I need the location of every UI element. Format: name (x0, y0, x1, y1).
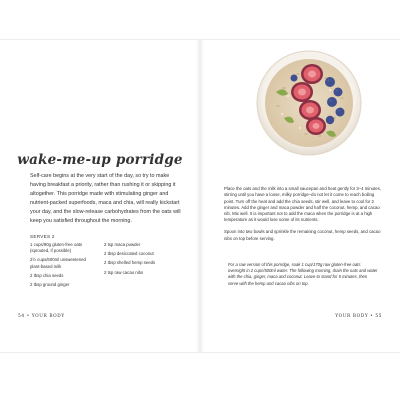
ingredients-list-left (30, 242, 88, 291)
ingredient-item: 2 tsp maca powder (104, 242, 141, 247)
right-page (200, 40, 400, 352)
ingredient-item: 2 tbsp chia seeds (30, 272, 64, 278)
recipe-method (224, 186, 382, 247)
ingredient-item: 2½ cups/600ml unsweetened plant-based milk (30, 257, 86, 269)
porridge-bowl-icon (254, 48, 364, 158)
method-step: Spoon into two bowls and sprinkle the remaining coconut, hemp seeds, and cacao nibs on top before serving. (224, 229, 381, 241)
book-spread (0, 40, 400, 352)
page-folio-right: YOUR BODY • 55 (335, 314, 382, 319)
left-page (0, 40, 200, 352)
ingredient-item: 1 cups/90g gluten-free oats (sprouted, if possible) (30, 242, 83, 254)
recipe-tip: For a raw version of this porridge, soak 1 cup/170g raw gluten-free oats overnight in 2 cups/500ml water. The following morning, drain the oats and water with the chia, ginger, maca and coconut. Leave to stand for 5 minutes, then serve with the hemp and cacao nibs on top. (228, 262, 378, 286)
ingredient-item: 2 tbsp desiccated coconut (104, 251, 154, 257)
ingredient-item: 2 tsp raw cacao nibs (104, 269, 144, 275)
recipe-intro: Self-care begins at the very start of the day, so try to make having breakfast a priority, rather than rushing it or skipping it altogether. This porridge made with stimulating ginger and nutrient-packed superfoods, maca and chia, will really kickstart your day, and the slow-release carbohydrates from the oats will keep you satisfied throughout the morning. (30, 173, 181, 224)
recipe-title: wake-me-up porridge (17, 152, 183, 168)
ingredients-list-right (104, 242, 174, 279)
method-step: Place the oats and the milk into a small saucepan and heat gently for 3–4 minutes, stirring until you have a loose, milky porridge–do not let it come to reach boiling point. Turn off the heat and add the chia seeds, stir well, and leave to cool for 2 minutes. Add the ginger and maca powder and half the coconut, hemp, and cacao nib. Mix well. It is important not to add the maca when the porridge is at a high temperature as it would lose some of its nutrients. (224, 186, 381, 223)
serves-label: SERVES 2 (30, 234, 55, 239)
ingredient-item: 2 tbsp shelled hemp seeds (104, 260, 156, 266)
page-folio-left: 54 • YOUR BODY (18, 314, 65, 319)
ingredient-item: 2 tbsp ground ginger (30, 282, 70, 288)
porridge-bowl-illustration (254, 48, 364, 158)
